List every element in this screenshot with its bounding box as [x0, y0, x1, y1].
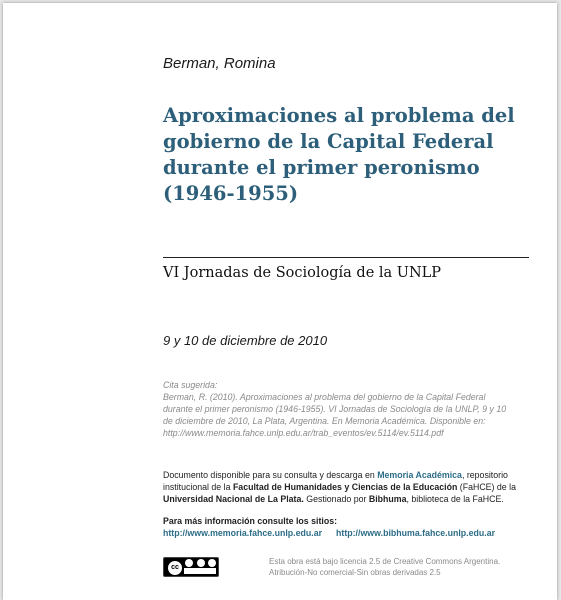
more-info-label: Para más información consulte los sitios:: [163, 516, 338, 526]
document-title: [163, 103, 543, 207]
availability-notice: [163, 469, 555, 505]
memoria-site-link[interactable]: http://www.memoria.fahce.unlp.edu.ar: [163, 528, 323, 538]
university-name: Universidad Nacional de La Plata.: [163, 494, 304, 504]
title-line: Aproximaciones al problema del: [163, 104, 515, 127]
by-icon: [185, 559, 193, 567]
nd-icon: [208, 559, 216, 567]
notice-text: Documento disponible para su consulta y descarga en: [163, 470, 378, 480]
license-condition-icons: [185, 559, 216, 567]
notice-text: Gestionado por: [303, 494, 369, 504]
license-line: Atribución-No comercial-Sin obras derivadas 2.5: [269, 568, 441, 577]
cc-badge-strip: [184, 568, 216, 574]
notice-line: [163, 481, 555, 493]
title-line: (1946-1955): [163, 182, 299, 205]
divider-rule: [163, 257, 529, 258]
library-name: Bibhuma: [368, 494, 407, 504]
cc-logo-icon: cc: [167, 560, 183, 576]
citation-line: de diciembre de 2010, La Plata, Argentina. En Memoria Académica. Disponible en:: [163, 416, 486, 426]
suggested-citation: [163, 379, 523, 439]
title-line: durante el primer peronismo: [163, 156, 480, 179]
citation-line: Berman, R. (2010). Aproximaciones al problema del gobierno de la Capital Federal: [163, 392, 486, 402]
citation-url: http://www.memoria.fahce.unlp.edu.ar/trab_eventos/ev.5114/ev.5114.pdf: [163, 428, 444, 438]
more-info-section: [163, 515, 555, 539]
creative-commons-badge[interactable]: [163, 557, 219, 577]
author-name: Berman, Romina: [163, 55, 276, 72]
faculty-name: Facultad de Humanidades y Ciencias de la Educación: [232, 482, 458, 492]
document-page: [3, 3, 557, 600]
notice-line: [163, 493, 555, 505]
bibhuma-site-link[interactable]: http://www.bibhuma.fahce.unlp.edu.ar: [336, 528, 496, 538]
notice-text: (FaHCE) de la: [457, 482, 516, 492]
notice-line: [163, 469, 555, 481]
event-date: 9 y 10 de diciembre de 2010: [163, 333, 328, 348]
license-text: [269, 556, 554, 578]
notice-text: , biblioteca de la FaHCE.: [406, 494, 504, 504]
notice-text: , repositorio: [461, 470, 508, 480]
citation-heading: Cita sugerida:: [163, 380, 218, 390]
license-line: Esta obra está bajo licencia 2.5 de Creative Commons Argentina.: [269, 557, 501, 566]
event-name: VI Jornadas de Sociología de la UNLP: [163, 265, 442, 281]
notice-text: institucional de la: [163, 482, 233, 492]
memoria-academica-link[interactable]: Memoria Académica: [377, 470, 462, 480]
citation-line: durante el primer peronismo (1946-1955). VI Jornadas de Sociología de la UNLP, 9 y 10: [163, 404, 507, 414]
nc-icon: [197, 559, 205, 567]
site-links: [163, 527, 555, 539]
title-line: gobierno de la Capital Federal: [163, 130, 494, 153]
